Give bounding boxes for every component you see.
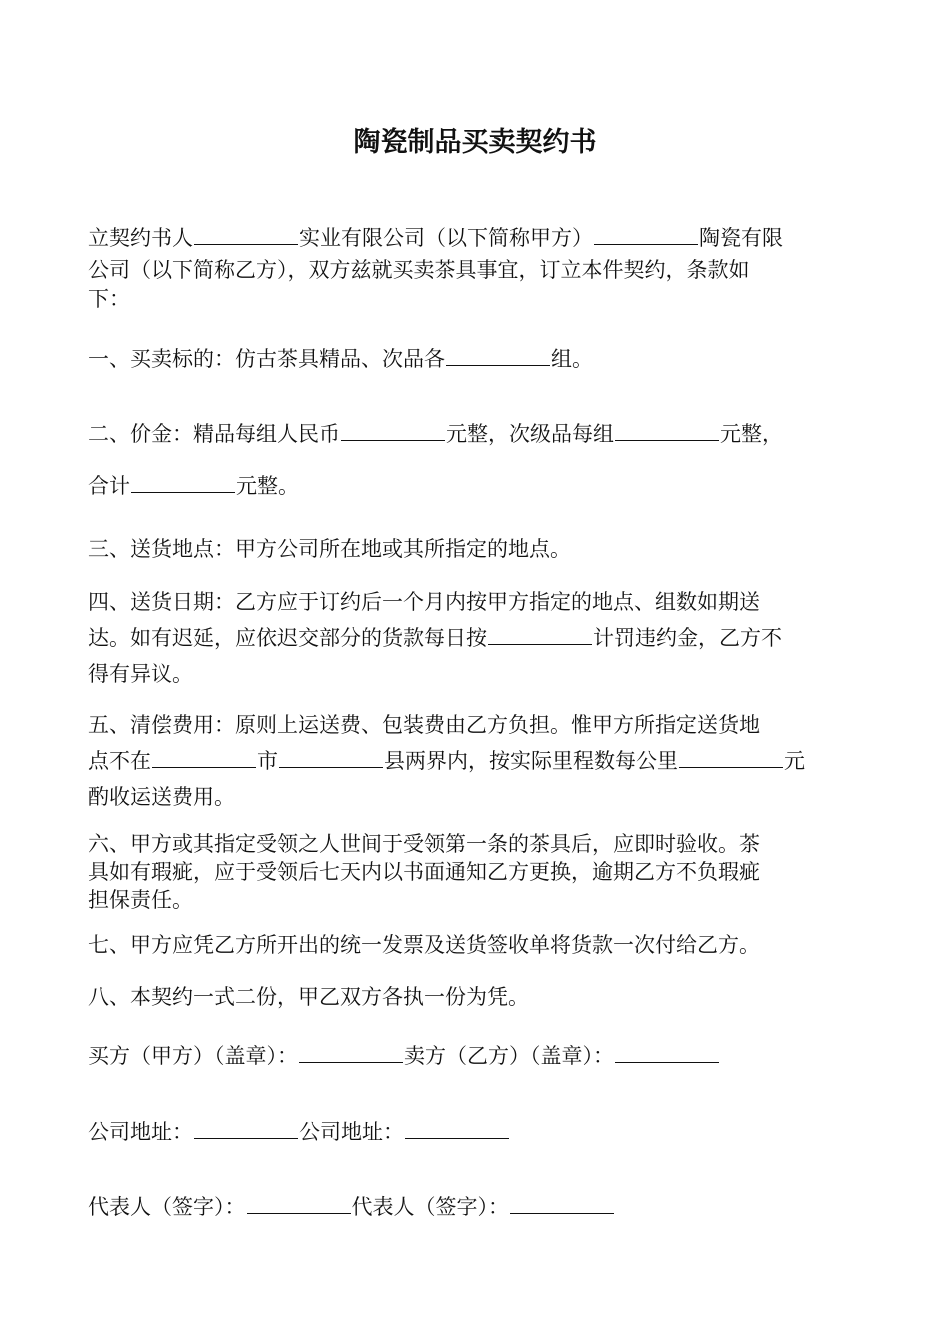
intro-text: 立契约书人 [88,226,193,250]
document-title: 陶瓷制品买卖契约书 [353,127,597,158]
blank-county [279,749,383,768]
clause-text: 达。如有迟延，应依迟交部分的货款每日按 [88,626,487,650]
blank-total [131,474,235,493]
clause-text: 具如有瑕疵，应于受领后七天内以书面通知乙方更换，逾期乙方不负瑕疵 [88,860,760,884]
clause-text: 市 [257,749,278,773]
blank-seller-address [405,1120,509,1139]
clause-text: 担保责任。 [88,888,193,912]
clause-text: 县两界内，按实际里程数每公里 [384,749,678,773]
clause-text: 点不在 [88,749,151,773]
blank-quantity [446,347,550,366]
blank-party-a-name [194,226,298,245]
clause-text: 酌收运送费用。 [88,785,235,809]
signature-stamp-line [88,1040,868,1072]
clause-text: 七、甲方应凭乙方所开出的统一发票及送货签收单将货款一次付给乙方。 [88,933,760,957]
intro-text: 实业有限公司（以下简称甲方） [299,226,593,250]
representative-label: 代表人（签字）： [351,1195,509,1219]
intro-text: 下： [88,287,130,311]
blank-party-b-name [594,226,698,245]
blank-seller-representative [510,1195,614,1214]
intro-text: 陶瓷有限 [699,226,783,250]
clause-3 [88,533,868,565]
clause-7 [88,929,868,961]
blank-penalty-rate [488,626,592,645]
clause-text: 元 [784,749,805,773]
address-line [88,1116,868,1148]
clause-6 [88,830,868,914]
blank-city [152,749,256,768]
blank-buyer-stamp [299,1044,403,1063]
clause-text: 五、清偿费用：原则上运送费、包装费由乙方负担。惟甲方所指定送货地 [88,713,760,737]
clause-text: 得有异议。 [88,662,193,686]
clause-text: 一、买卖标的：仿古茶具精品、次品各 [88,347,445,371]
intro-text: 公司（以下简称乙方），双方兹就买卖茶具事宜，订立本件契约，条款如 [88,258,750,282]
address-label: 公司地址： [299,1120,404,1144]
clause-text: 六、甲方或其指定受领之人世间于受领第一条的茶具后，应即时验收。茶 [88,832,760,856]
address-label: 公司地址： [88,1120,193,1144]
blank-price-fine [341,422,445,441]
clause-5 [88,707,868,815]
seller-label: 卖方（乙方）（盖章）： [404,1044,614,1068]
clause-text: 计罚违约金，乙方不 [593,626,782,650]
blank-seller-stamp [615,1044,719,1063]
blank-per-km-fee [679,749,783,768]
blank-buyer-representative [247,1195,351,1214]
clause-text: 三、送货地点：甲方公司所在地或其所指定的地点。 [88,537,571,561]
blank-buyer-address [194,1120,298,1139]
clause-text: 组。 [551,347,593,371]
clause-2 [88,418,868,502]
clause-1 [88,343,868,375]
clause-text: 四、送货日期：乙方应于订约后一个月内按甲方指定的地点、组数如期送 [88,590,760,614]
representative-label: 代表人（签字）： [88,1195,246,1219]
buyer-label: 买方（甲方）（盖章）： [88,1044,298,1068]
clause-8 [88,981,868,1013]
clause-text: 八、本契约一式二份，甲乙双方各执一份为凭。 [88,985,529,1009]
blank-price-second [615,422,719,441]
clause-text: 二、价金：精品每组人民币 [88,422,340,446]
clause-text: 元整，次级品每组 [446,422,614,446]
clause-text: 元整， [720,422,783,446]
clause-4 [88,584,868,692]
representative-line [88,1191,868,1223]
clause-text: 合计 [88,474,130,498]
intro-paragraph [88,222,868,312]
clause-text: 元整。 [236,474,299,498]
